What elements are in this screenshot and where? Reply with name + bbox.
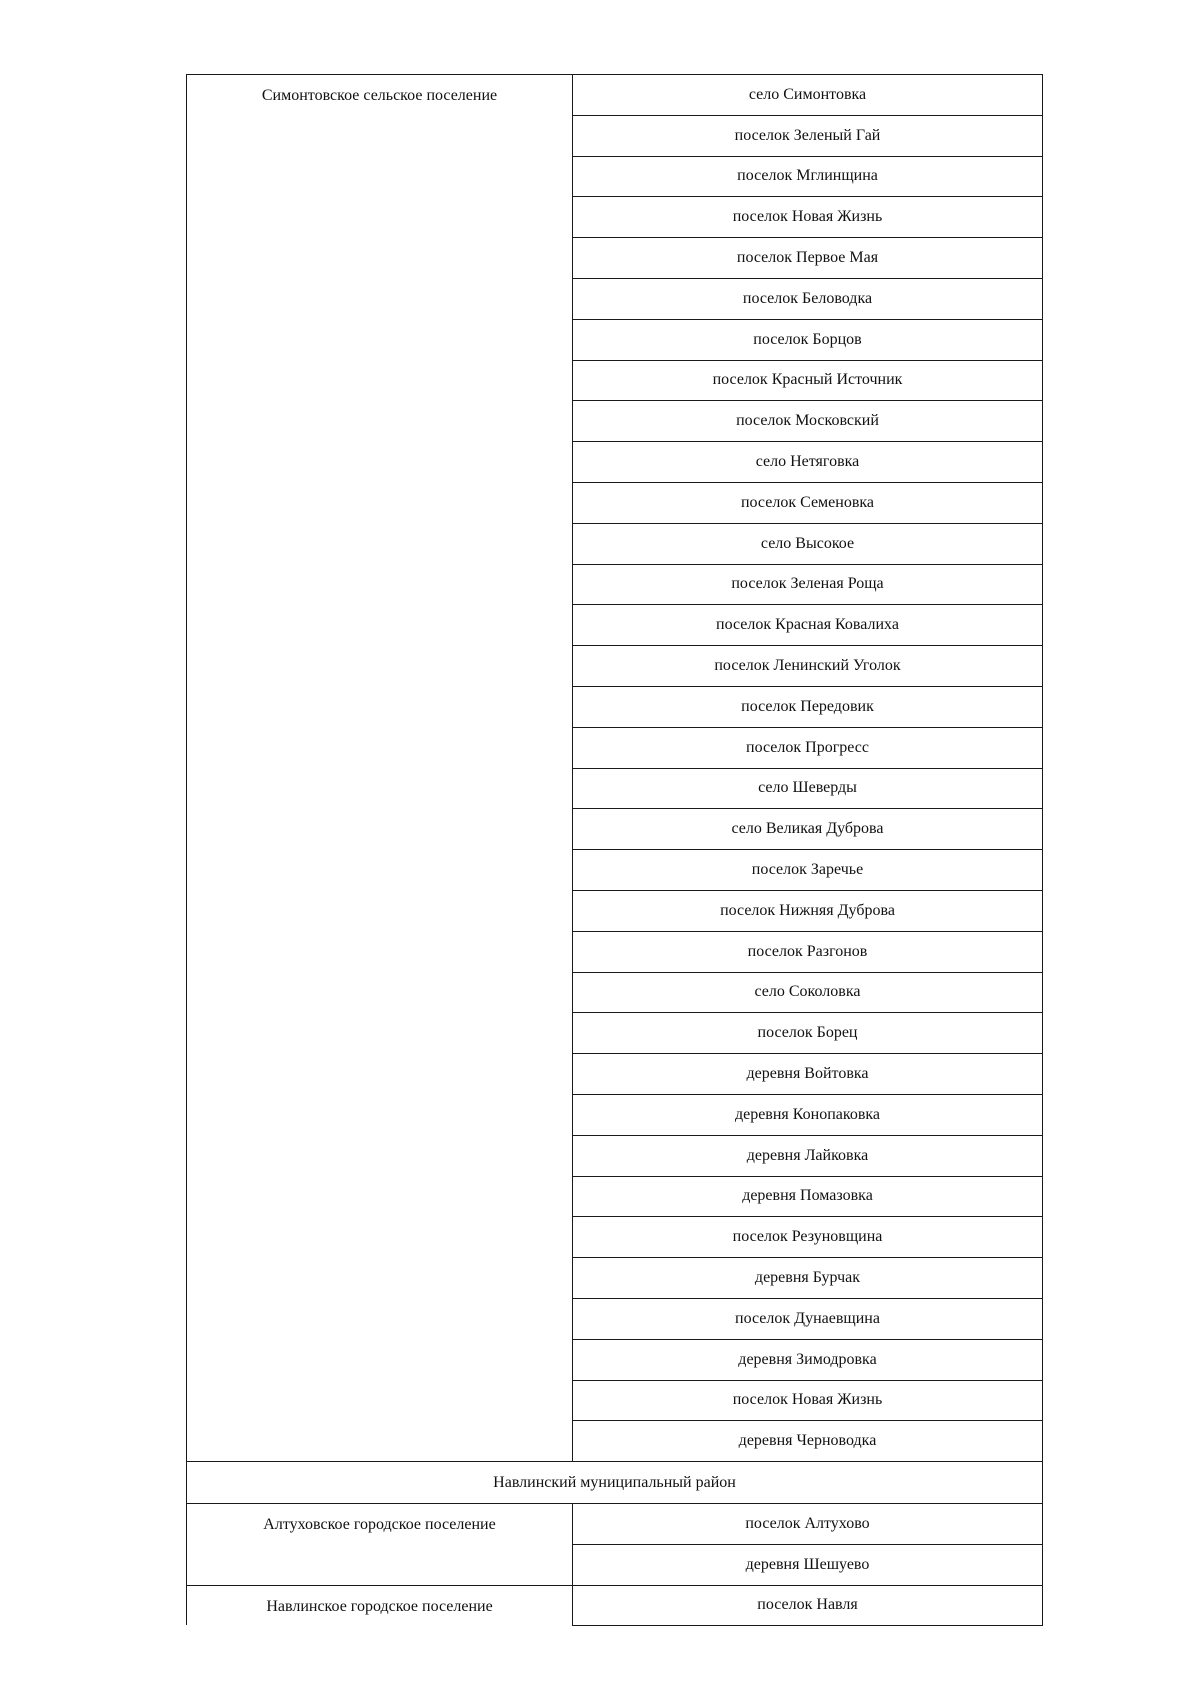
locality-cell: село Высокое — [573, 523, 1043, 564]
locality-cell: поселок Первое Мая — [573, 238, 1043, 279]
locality-cell: село Великая Дуброва — [573, 809, 1043, 850]
locality-cell: поселок Семеновка — [573, 482, 1043, 523]
locality-cell: поселок Борец — [573, 1013, 1043, 1054]
locality-cell: деревня Конопаковка — [573, 1094, 1043, 1135]
locality-cell: поселок Заречье — [573, 850, 1043, 891]
locality-cell: поселок Нижняя Дуброва — [573, 890, 1043, 931]
locality-cell: деревня Войтовка — [573, 1054, 1043, 1095]
locality-cell: село Соколовка — [573, 972, 1043, 1013]
locality-cell: поселок Навля — [573, 1585, 1043, 1625]
locality-cell: деревня Бурчак — [573, 1258, 1043, 1299]
locality-cell: поселок Московский — [573, 401, 1043, 442]
locality-cell: поселок Ленинский Уголок — [573, 646, 1043, 687]
locality-cell: поселок Новая Жизнь — [573, 197, 1043, 238]
locality-cell: село Нетяговка — [573, 442, 1043, 483]
locality-cell: поселок Разгонов — [573, 931, 1043, 972]
locality-cell: поселок Мглинщина — [573, 156, 1043, 197]
locality-cell: поселок Зеленый Гай — [573, 115, 1043, 156]
locality-cell: село Симонтовка — [573, 75, 1043, 116]
locality-cell: деревня Черноводка — [573, 1421, 1043, 1462]
locality-cell: деревня Шешуево — [573, 1544, 1043, 1585]
table-row — [187, 1504, 1043, 1545]
settlements-table — [186, 74, 1043, 1626]
settlements-table-body — [187, 75, 1043, 1626]
locality-cell: поселок Красная Ковалиха — [573, 605, 1043, 646]
locality-cell: поселок Передовик — [573, 686, 1043, 727]
table-row — [187, 75, 1043, 116]
locality-cell: поселок Новая Жизнь — [573, 1380, 1043, 1421]
locality-cell: поселок Беловодка — [573, 278, 1043, 319]
settlement-name-simontovskoe: Симонтовское сельское поселение — [187, 75, 573, 1462]
district-heading: Навлинский муниципальный район — [187, 1462, 1043, 1504]
locality-cell: поселок Прогресс — [573, 727, 1043, 768]
locality-cell: деревня Помазовка — [573, 1176, 1043, 1217]
settlement-name-navlinskoe: Навлинское городское поселение — [187, 1585, 573, 1625]
locality-cell: поселок Резуновщина — [573, 1217, 1043, 1258]
settlement-name-altuhovskoe: Алтуховское городское поселение — [187, 1504, 573, 1586]
table-row — [187, 1585, 1043, 1625]
locality-cell: поселок Борцов — [573, 319, 1043, 360]
locality-cell: поселок Зеленая Роща — [573, 564, 1043, 605]
locality-cell: село Шеверды — [573, 768, 1043, 809]
district-row — [187, 1462, 1043, 1504]
locality-cell: поселок Красный Источник — [573, 360, 1043, 401]
locality-cell: поселок Дунаевщина — [573, 1298, 1043, 1339]
locality-cell: деревня Зимодровка — [573, 1339, 1043, 1380]
locality-cell: деревня Лайковка — [573, 1135, 1043, 1176]
locality-cell: поселок Алтухово — [573, 1504, 1043, 1545]
